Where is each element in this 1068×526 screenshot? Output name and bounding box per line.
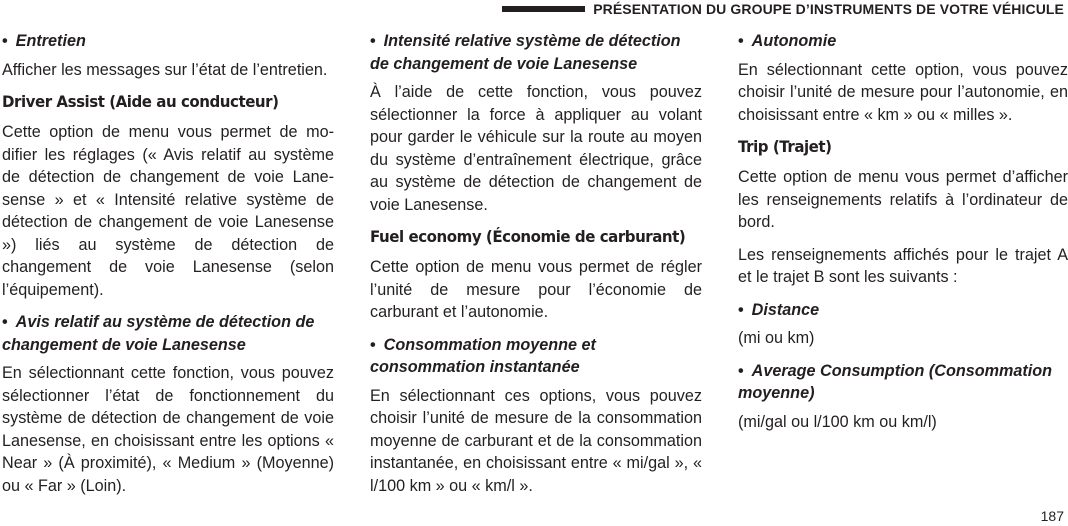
column-3 — [738, 30, 1068, 443]
paragraph-consommation: En sélectionnant ces options, vous pouvez choisir l’unité de mesure de la consommation moyenne de carburant et de la consommation instantanée, en choisissant entre « mi/gal », « l/100 km » ou « km/l ». — [370, 386, 702, 495]
section-heading-driver-assist: Driver Assist (Aide au conducteur) — [2, 92, 279, 111]
bullet-heading-intensite-lanesense: • Intensité relative système de détection de changement de voie Lanesense — [370, 32, 681, 73]
paragraph-average-consumption-units: (mi/gal ou l/100 km ou km/l) — [738, 412, 937, 431]
bullet-heading-entretien: • Entretien — [2, 32, 86, 50]
paragraph-trip-info: Les renseignements affichés pour le trajet A et le trajet B sont les suivants : — [738, 245, 1068, 286]
column-2 — [370, 30, 702, 507]
running-header-title: PRÉSENTATION DU GROUPE D’INSTRUMENTS DE VOTRE VÉHICULE — [585, 0, 1064, 18]
paragraph-avis-lanesense: En sélectionnant cette fonction, vous pouvez sélectionner l’état de fonctionnement du système de détection de changement de voie Lanesense, en choisissant entre les options « Near » (À proximité), « Medium » (Moyenne) ou « Far » (Loin). — [2, 364, 334, 495]
bullet-heading-consommation: • Consommation moyenne et consommation instantanée — [370, 335, 596, 376]
paragraph-driver-assist: Cette option de menu vous permet de modifier les réglages (« Avis relatif au système de détection de changement de voie Lanesense » et « Intensité relative système de détection de changement de voie Lanesense ») liés au système de détection de changement de voie Lanesense (selon l’équipement). — [2, 123, 334, 299]
paragraph-entretien: Afficher les messages sur l’état de l’entretien. — [2, 60, 328, 79]
bullet-heading-distance: • Distance — [738, 300, 820, 319]
column-1 — [2, 30, 334, 507]
paragraph-distance-units: (mi ou km) — [738, 329, 815, 347]
paragraph-autonomie: En sélectionnant cette option, vous pouvez choisir l’unité de mesure pour l’autonomie, en choisissant entre « km » ou « milles ». — [738, 60, 1068, 124]
paragraph-intensite-lanesense: À l’aide de cette fonction, vous pouvez sélectionner la force à appliquer au volant pour garder le véhicule sur la route au moyen du système d’entraînement électrique, grâce au système de détection de changement de voie Lanesense. — [370, 83, 702, 214]
section-heading-fuel-economy: Fuel economy (Économie de carburant) — [370, 227, 686, 246]
page-number: 187 — [1040, 508, 1064, 524]
bullet-heading-avis-lanesense: • Avis relatif au système de détection de changement de voie Lanesense — [2, 313, 315, 354]
paragraph-trip: Cette option de menu vous permet d’afficher les renseignements relatifs à l’ordinateur de bord. — [738, 168, 1068, 231]
paragraph-fuel-economy: Cette option de menu vous permet de régler l’unité de mesure pour l’économie de carburant et l’autonomie. — [370, 258, 702, 321]
bullet-heading-autonomie: • Autonomie — [738, 32, 837, 50]
section-heading-trip: Trip (Trajet) — [738, 137, 832, 156]
bullet-heading-average-consumption: • Average Consumption (Consommation moyenne) — [738, 361, 1053, 402]
